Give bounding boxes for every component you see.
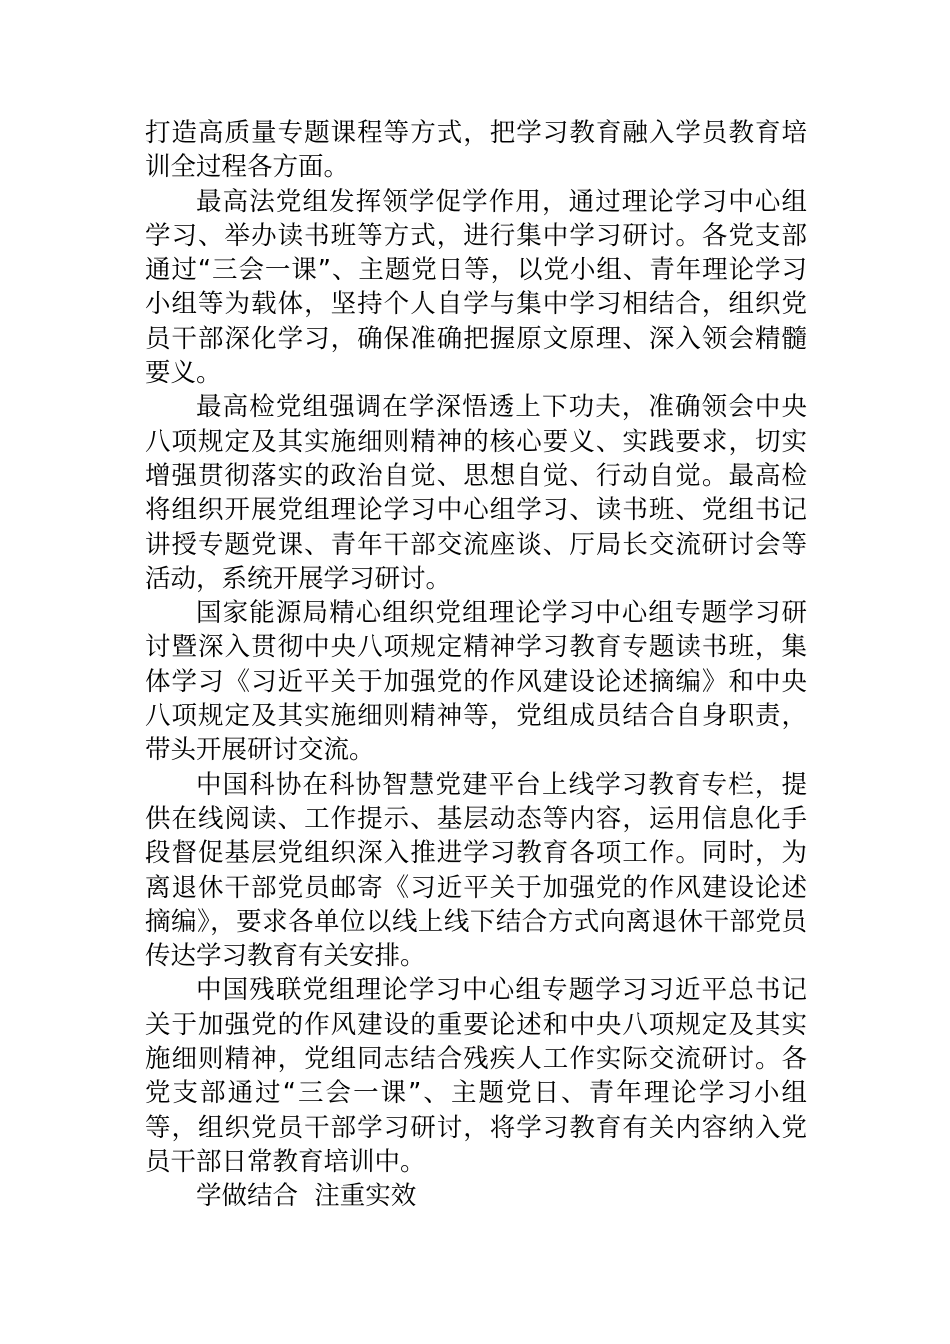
paragraph-supreme-court: 最高法党组发挥领学促学作用，通过理论学习中心组学习、举办读书班等方式，进行集中学习研讨。各党支部通过“三会一课”、主题党日等，以党小组、青年理论学习小组等为载体，坚持个人自学与集中学习相结合，组织党员干部深化学习，确保准确把握原文原理、深入领会精髓要义。 [145,186,807,389]
section-heading: 学做结合 注重实效 [196,1181,417,1212]
paragraph-disabled-federation: 中国残联党组理论学习中心组专题学习习近平总书记关于加强党的作风建设的重要论述和中央八项规定及其实施细则精神，党组同志结合残疾人工作实际交流研讨。各党支部通过“三会一课”、主题党日、青年理论学习小组等，组织党员干部学习研讨，将学习教育有关内容纳入党员干部日常教育培训中。 [145,975,807,1177]
paragraph-science-association: 中国科协在科协智慧党建平台上线学习教育专栏，提供在线阅读、工作提示、基层动态等内容，运用信息化手段督促基层党组织深入推进学习教育各项工作。同时，为离退休干部党员邮寄《习近平关于加强党的作风建设论述摘编》，要求各单位以线上线下结合方式向离退休干部党员传达学习教育有关安排。 [145,769,807,972]
paragraph-energy-administration: 国家能源局精心组织党组理论学习中心组专题学习研讨暨深入贯彻中央八项规定精神学习教育专题读书班，集体学习《习近平关于加强党的作风建设论述摘编》和中央八项规定及其实施细则精神等，党组成员结合自身职责，带头开展研讨交流。 [145,598,807,766]
paragraph-continuation: 打造高质量专题课程等方式，把学习教育融入学员教育培训全过程各方面。 [145,118,807,183]
paragraph-procuratorate: 最高检党组强调在学深悟透上下功夫，准确领会中央八项规定及其实施细则精神的核心要义、实践要求，切实增强贯彻落实的政治自觉、思想自觉、行动自觉。最高检将组织开展党组理论学习中心组学习、读书班、党组书记讲授专题党课、青年干部交流座谈、厅局长交流研讨会等活动，系统开展学习研讨。 [145,392,807,594]
document-page [145,116,807,1214]
